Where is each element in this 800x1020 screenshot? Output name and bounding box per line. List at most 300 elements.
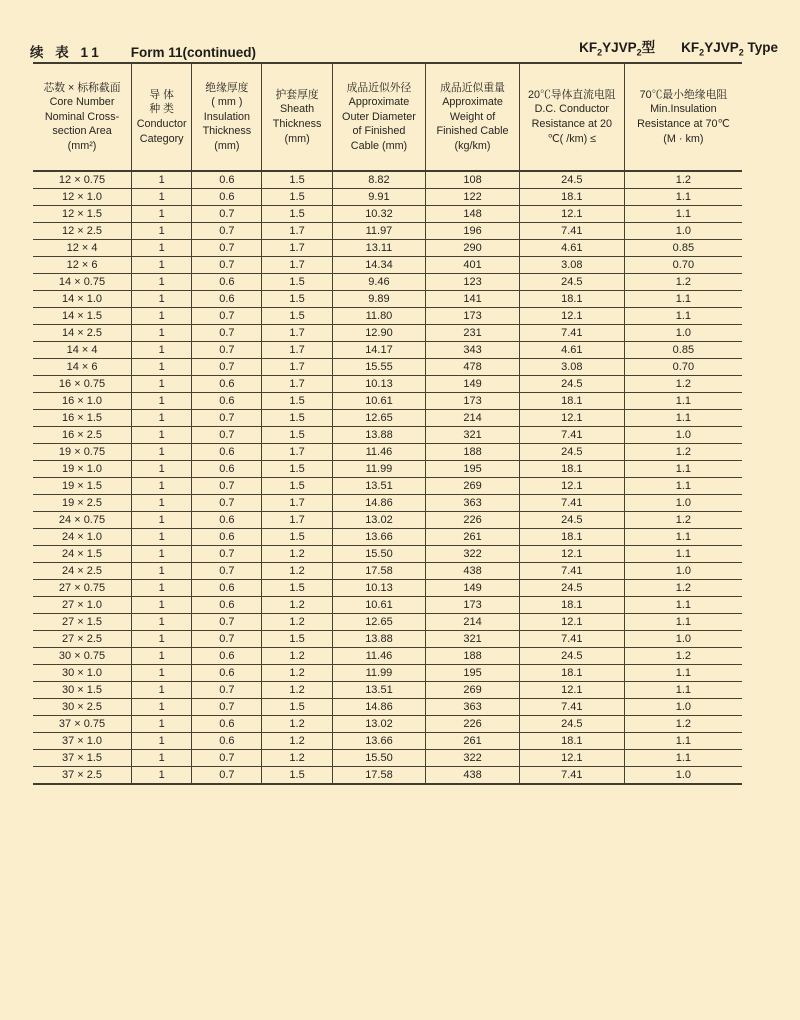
cell-core-number-cross-section: 37 × 0.75 — [33, 716, 132, 733]
cell-min-insulation-resistance: 1.1 — [624, 189, 742, 206]
cell-min-insulation-resistance: 1.1 — [624, 733, 742, 750]
cell-approx-outer-diameter: 15.55 — [332, 359, 426, 376]
cell-min-insulation-resistance: 0.70 — [624, 359, 742, 376]
table-row — [33, 325, 742, 342]
cell-insulation-thickness: 0.6 — [192, 512, 262, 529]
cell-min-insulation-resistance: 1.0 — [624, 223, 742, 240]
cell-conductor-category: 1 — [132, 308, 192, 325]
cell-conductor-category: 1 — [132, 461, 192, 478]
cell-core-number-cross-section: 14 × 2.5 — [33, 325, 132, 342]
cell-approx-outer-diameter: 11.99 — [332, 665, 426, 682]
cell-approx-outer-diameter: 15.50 — [332, 546, 426, 563]
cell-min-insulation-resistance: 1.1 — [624, 546, 742, 563]
cell-dc-conductor-resistance: 12.1 — [519, 750, 624, 767]
cell-approx-weight: 322 — [426, 750, 520, 767]
cell-conductor-category: 1 — [132, 342, 192, 359]
table-row — [33, 274, 742, 291]
cell-insulation-thickness: 0.7 — [192, 614, 262, 631]
cell-dc-conductor-resistance: 18.1 — [519, 597, 624, 614]
cell-insulation-thickness: 0.6 — [192, 274, 262, 291]
cell-approx-weight: 269 — [426, 682, 520, 699]
cell-dc-conductor-resistance: 12.1 — [519, 308, 624, 325]
cell-core-number-cross-section: 12 × 4 — [33, 240, 132, 257]
form-title-zh: 续 表 11 — [30, 45, 103, 60]
cell-min-insulation-resistance: 1.0 — [624, 495, 742, 512]
cable-type-zh: $KF_2YJVP_2$型 — [579, 40, 656, 58]
cell-approx-weight: 226 — [426, 716, 520, 733]
cell-approx-outer-diameter: 13.02 — [332, 716, 426, 733]
cable-spec-table — [33, 62, 742, 785]
cell-core-number-cross-section: 24 × 0.75 — [33, 512, 132, 529]
cell-core-number-cross-section: 12 × 0.75 — [33, 171, 132, 189]
table-row — [33, 648, 742, 665]
cell-approx-outer-diameter: 12.65 — [332, 410, 426, 427]
cell-min-insulation-resistance: 0.70 — [624, 257, 742, 274]
cell-sheath-thickness: 1.5 — [262, 767, 332, 785]
cell-sheath-thickness: 1.7 — [262, 495, 332, 512]
col-header-sheath-thickness: 护套厚度 Sheath Thickness (mm) — [262, 63, 332, 171]
cell-sheath-thickness: 1.5 — [262, 308, 332, 325]
cell-core-number-cross-section: 24 × 1.5 — [33, 546, 132, 563]
cell-core-number-cross-section: 14 × 6 — [33, 359, 132, 376]
cell-approx-weight: 195 — [426, 665, 520, 682]
cell-dc-conductor-resistance: 12.1 — [519, 206, 624, 223]
cell-sheath-thickness: 1.2 — [262, 716, 332, 733]
table-row — [33, 427, 742, 444]
cell-approx-weight: 173 — [426, 597, 520, 614]
cell-conductor-category: 1 — [132, 274, 192, 291]
table-row — [33, 376, 742, 393]
table-row — [33, 750, 742, 767]
cell-sheath-thickness: 1.5 — [262, 478, 332, 495]
table-row — [33, 240, 742, 257]
cell-dc-conductor-resistance: 7.41 — [519, 223, 624, 240]
cell-approx-outer-diameter: 10.61 — [332, 393, 426, 410]
cell-insulation-thickness: 0.6 — [192, 580, 262, 597]
cell-approx-weight: 322 — [426, 546, 520, 563]
table-row — [33, 393, 742, 410]
cell-insulation-thickness: 0.7 — [192, 223, 262, 240]
cell-dc-conductor-resistance: 7.41 — [519, 563, 624, 580]
cell-sheath-thickness: 1.7 — [262, 512, 332, 529]
cell-core-number-cross-section: 30 × 1.0 — [33, 665, 132, 682]
cell-insulation-thickness: 0.6 — [192, 393, 262, 410]
cell-approx-weight: 173 — [426, 393, 520, 410]
table-row — [33, 529, 742, 546]
cell-approx-outer-diameter: 14.34 — [332, 257, 426, 274]
cell-core-number-cross-section: 19 × 1.5 — [33, 478, 132, 495]
cell-core-number-cross-section: 30 × 1.5 — [33, 682, 132, 699]
cell-sheath-thickness: 1.5 — [262, 580, 332, 597]
cell-dc-conductor-resistance: 12.1 — [519, 410, 624, 427]
cell-conductor-category: 1 — [132, 427, 192, 444]
cell-approx-weight: 321 — [426, 631, 520, 648]
cell-approx-outer-diameter: 12.90 — [332, 325, 426, 342]
cell-dc-conductor-resistance: 24.5 — [519, 648, 624, 665]
cell-core-number-cross-section: 14 × 1.5 — [33, 308, 132, 325]
table-row — [33, 257, 742, 274]
cell-approx-outer-diameter: 17.58 — [332, 563, 426, 580]
cell-conductor-category: 1 — [132, 631, 192, 648]
cell-insulation-thickness: 0.6 — [192, 648, 262, 665]
col-header-insulation-thickness: 绝缘厚度 ( mm ) Insulation Thickness (mm) — [192, 63, 262, 171]
cell-approx-weight: 149 — [426, 376, 520, 393]
cell-sheath-thickness: 1.7 — [262, 359, 332, 376]
cell-insulation-thickness: 0.6 — [192, 461, 262, 478]
table-row — [33, 223, 742, 240]
cell-approx-weight: 261 — [426, 733, 520, 750]
cell-core-number-cross-section: 37 × 2.5 — [33, 767, 132, 785]
table-row — [33, 206, 742, 223]
cell-approx-weight: 196 — [426, 223, 520, 240]
cell-conductor-category: 1 — [132, 376, 192, 393]
cell-core-number-cross-section: 37 × 1.5 — [33, 750, 132, 767]
cell-min-insulation-resistance: 1.0 — [624, 427, 742, 444]
cell-min-insulation-resistance: 1.0 — [624, 631, 742, 648]
col-header-conductor-category: 导 体 种 类 Conductor Category — [132, 63, 192, 171]
cell-approx-weight: 149 — [426, 580, 520, 597]
cell-sheath-thickness: 1.2 — [262, 682, 332, 699]
cell-core-number-cross-section: 24 × 2.5 — [33, 563, 132, 580]
cell-dc-conductor-resistance: 7.41 — [519, 325, 624, 342]
cell-approx-outer-diameter: 11.99 — [332, 461, 426, 478]
table-body — [33, 171, 742, 784]
cell-dc-conductor-resistance: 24.5 — [519, 580, 624, 597]
cell-min-insulation-resistance: 1.2 — [624, 171, 742, 189]
cell-approx-outer-diameter: 13.88 — [332, 631, 426, 648]
cell-dc-conductor-resistance: 7.41 — [519, 699, 624, 716]
col-header-approx-outer-diameter: 成品近似外径 Approximate Outer Diameter of Finished Cable (mm) — [332, 63, 426, 171]
cell-dc-conductor-resistance: 7.41 — [519, 495, 624, 512]
cell-min-insulation-resistance: 0.85 — [624, 240, 742, 257]
table-row — [33, 461, 742, 478]
cell-approx-outer-diameter: 10.13 — [332, 580, 426, 597]
table-row — [33, 308, 742, 325]
cell-dc-conductor-resistance: 4.61 — [519, 240, 624, 257]
cell-core-number-cross-section: 24 × 1.0 — [33, 529, 132, 546]
cell-sheath-thickness: 1.5 — [262, 189, 332, 206]
cell-sheath-thickness: 1.7 — [262, 444, 332, 461]
cell-approx-weight: 438 — [426, 767, 520, 785]
cell-conductor-category: 1 — [132, 359, 192, 376]
cell-sheath-thickness: 1.2 — [262, 665, 332, 682]
cell-min-insulation-resistance: 1.1 — [624, 529, 742, 546]
cell-insulation-thickness: 0.7 — [192, 478, 262, 495]
cell-core-number-cross-section: 16 × 0.75 — [33, 376, 132, 393]
table-row — [33, 171, 742, 189]
cell-dc-conductor-resistance: 24.5 — [519, 512, 624, 529]
table-row — [33, 716, 742, 733]
cell-dc-conductor-resistance: 18.1 — [519, 733, 624, 750]
cell-approx-weight: 363 — [426, 699, 520, 716]
cell-conductor-category: 1 — [132, 393, 192, 410]
cell-sheath-thickness: 1.7 — [262, 325, 332, 342]
cell-approx-outer-diameter: 11.80 — [332, 308, 426, 325]
cell-approx-outer-diameter: 14.86 — [332, 699, 426, 716]
col-header-dc-conductor-resistance: 20℃导体直流电阻 D.C. Conductor Resistance at 20 ℃( /km) ≤ — [519, 63, 624, 171]
cell-insulation-thickness: 0.6 — [192, 171, 262, 189]
cell-insulation-thickness: 0.6 — [192, 529, 262, 546]
cell-insulation-thickness: 0.7 — [192, 308, 262, 325]
cell-conductor-category: 1 — [132, 546, 192, 563]
cell-sheath-thickness: 1.2 — [262, 597, 332, 614]
table-row — [33, 665, 742, 682]
cell-insulation-thickness: 0.6 — [192, 716, 262, 733]
cell-min-insulation-resistance: 1.1 — [624, 614, 742, 631]
cell-sheath-thickness: 1.2 — [262, 546, 332, 563]
cell-approx-weight: 195 — [426, 461, 520, 478]
cell-approx-outer-diameter: 11.46 — [332, 648, 426, 665]
cell-approx-weight: 148 — [426, 206, 520, 223]
table-row — [33, 546, 742, 563]
cell-sheath-thickness: 1.5 — [262, 206, 332, 223]
cell-approx-weight: 438 — [426, 563, 520, 580]
cell-min-insulation-resistance: 1.2 — [624, 648, 742, 665]
cell-min-insulation-resistance: 1.0 — [624, 325, 742, 342]
cell-approx-weight: 108 — [426, 171, 520, 189]
cell-core-number-cross-section: 27 × 1.0 — [33, 597, 132, 614]
cell-dc-conductor-resistance: 4.61 — [519, 342, 624, 359]
cell-approx-outer-diameter: 10.32 — [332, 206, 426, 223]
cell-conductor-category: 1 — [132, 563, 192, 580]
cell-insulation-thickness: 0.7 — [192, 342, 262, 359]
table-row — [33, 580, 742, 597]
cell-dc-conductor-resistance: 7.41 — [519, 631, 624, 648]
table-row — [33, 733, 742, 750]
cell-approx-outer-diameter: 13.02 — [332, 512, 426, 529]
cell-conductor-category: 1 — [132, 410, 192, 427]
cell-insulation-thickness: 0.7 — [192, 495, 262, 512]
cell-sheath-thickness: 1.5 — [262, 631, 332, 648]
form-title — [30, 41, 256, 61]
cell-min-insulation-resistance: 1.1 — [624, 461, 742, 478]
cell-insulation-thickness: 0.7 — [192, 563, 262, 580]
cell-conductor-category: 1 — [132, 648, 192, 665]
cell-dc-conductor-resistance: 12.1 — [519, 546, 624, 563]
cell-approx-outer-diameter: 13.88 — [332, 427, 426, 444]
cell-dc-conductor-resistance: 18.1 — [519, 461, 624, 478]
cell-core-number-cross-section: 16 × 2.5 — [33, 427, 132, 444]
cell-dc-conductor-resistance: 24.5 — [519, 716, 624, 733]
cell-approx-weight: 122 — [426, 189, 520, 206]
cell-min-insulation-resistance: 1.1 — [624, 206, 742, 223]
cell-sheath-thickness: 1.5 — [262, 427, 332, 444]
cell-approx-outer-diameter: 11.46 — [332, 444, 426, 461]
cell-approx-outer-diameter: 11.97 — [332, 223, 426, 240]
cell-conductor-category: 1 — [132, 699, 192, 716]
cell-dc-conductor-resistance: 18.1 — [519, 393, 624, 410]
cell-approx-outer-diameter: 9.91 — [332, 189, 426, 206]
cell-sheath-thickness: 1.5 — [262, 393, 332, 410]
cell-core-number-cross-section: 12 × 2.5 — [33, 223, 132, 240]
cell-insulation-thickness: 0.7 — [192, 410, 262, 427]
cell-min-insulation-resistance: 1.2 — [624, 512, 742, 529]
cell-conductor-category: 1 — [132, 257, 192, 274]
cell-approx-outer-diameter: 15.50 — [332, 750, 426, 767]
cell-core-number-cross-section: 14 × 4 — [33, 342, 132, 359]
cell-insulation-thickness: 0.7 — [192, 427, 262, 444]
cell-approx-outer-diameter: 10.61 — [332, 597, 426, 614]
table-row — [33, 410, 742, 427]
cell-core-number-cross-section: 19 × 0.75 — [33, 444, 132, 461]
cell-sheath-thickness: 1.2 — [262, 563, 332, 580]
cell-conductor-category: 1 — [132, 529, 192, 546]
cell-conductor-category: 1 — [132, 597, 192, 614]
cell-conductor-category: 1 — [132, 240, 192, 257]
cell-min-insulation-resistance: 1.2 — [624, 716, 742, 733]
table-row — [33, 631, 742, 648]
cell-core-number-cross-section: 30 × 0.75 — [33, 648, 132, 665]
cell-min-insulation-resistance: 0.85 — [624, 342, 742, 359]
cell-dc-conductor-resistance: 7.41 — [519, 767, 624, 785]
cell-approx-outer-diameter: 17.58 — [332, 767, 426, 785]
cell-sheath-thickness: 1.5 — [262, 171, 332, 189]
cell-conductor-category: 1 — [132, 291, 192, 308]
cell-conductor-category: 1 — [132, 206, 192, 223]
cell-min-insulation-resistance: 1.0 — [624, 699, 742, 716]
cell-core-number-cross-section: 12 × 6 — [33, 257, 132, 274]
cell-dc-conductor-resistance: 24.5 — [519, 376, 624, 393]
cell-min-insulation-resistance: 1.1 — [624, 665, 742, 682]
cell-core-number-cross-section: 37 × 1.0 — [33, 733, 132, 750]
table-row — [33, 512, 742, 529]
cell-approx-outer-diameter: 13.66 — [332, 733, 426, 750]
cell-core-number-cross-section: 27 × 0.75 — [33, 580, 132, 597]
cable-type-en: $KF_2YJVP_2$ Type — [681, 40, 778, 58]
table-row — [33, 444, 742, 461]
cell-insulation-thickness: 0.7 — [192, 699, 262, 716]
cell-core-number-cross-section: 27 × 2.5 — [33, 631, 132, 648]
cell-approx-weight: 214 — [426, 614, 520, 631]
cell-core-number-cross-section: 14 × 1.0 — [33, 291, 132, 308]
cell-approx-weight: 214 — [426, 410, 520, 427]
cell-conductor-category: 1 — [132, 716, 192, 733]
cell-core-number-cross-section: 16 × 1.0 — [33, 393, 132, 410]
cell-min-insulation-resistance: 1.1 — [624, 478, 742, 495]
table-row — [33, 291, 742, 308]
cell-insulation-thickness: 0.7 — [192, 631, 262, 648]
cell-core-number-cross-section: 12 × 1.5 — [33, 206, 132, 223]
cell-core-number-cross-section: 30 × 2.5 — [33, 699, 132, 716]
cell-insulation-thickness: 0.7 — [192, 240, 262, 257]
cell-approx-outer-diameter: 13.51 — [332, 682, 426, 699]
cell-approx-weight: 363 — [426, 495, 520, 512]
cell-approx-outer-diameter: 10.13 — [332, 376, 426, 393]
table-row — [33, 495, 742, 512]
cell-min-insulation-resistance: 1.0 — [624, 767, 742, 785]
cell-approx-outer-diameter: 9.89 — [332, 291, 426, 308]
table-row — [33, 597, 742, 614]
form-title-en: Form 11(continued) — [130, 45, 257, 60]
cell-conductor-category: 1 — [132, 750, 192, 767]
cell-min-insulation-resistance: 1.1 — [624, 682, 742, 699]
cell-core-number-cross-section: 19 × 1.0 — [33, 461, 132, 478]
cell-sheath-thickness: 1.5 — [262, 529, 332, 546]
cell-sheath-thickness: 1.5 — [262, 274, 332, 291]
cell-approx-weight: 478 — [426, 359, 520, 376]
cell-dc-conductor-resistance: 24.5 — [519, 444, 624, 461]
cell-insulation-thickness: 0.6 — [192, 444, 262, 461]
cell-min-insulation-resistance: 1.1 — [624, 291, 742, 308]
cell-conductor-category: 1 — [132, 665, 192, 682]
cell-dc-conductor-resistance: 18.1 — [519, 189, 624, 206]
cell-insulation-thickness: 0.7 — [192, 767, 262, 785]
cell-sheath-thickness: 1.2 — [262, 614, 332, 631]
cell-approx-weight: 321 — [426, 427, 520, 444]
cell-approx-outer-diameter: 13.11 — [332, 240, 426, 257]
cell-min-insulation-resistance: 1.2 — [624, 580, 742, 597]
cell-sheath-thickness: 1.7 — [262, 257, 332, 274]
cell-approx-weight: 188 — [426, 444, 520, 461]
cell-core-number-cross-section: 27 × 1.5 — [33, 614, 132, 631]
cell-sheath-thickness: 1.7 — [262, 376, 332, 393]
cell-conductor-category: 1 — [132, 682, 192, 699]
cell-min-insulation-resistance: 1.1 — [624, 410, 742, 427]
cell-approx-outer-diameter: 8.82 — [332, 171, 426, 189]
cell-approx-outer-diameter: 13.51 — [332, 478, 426, 495]
cell-approx-weight: 231 — [426, 325, 520, 342]
cell-approx-weight: 173 — [426, 308, 520, 325]
cell-sheath-thickness: 1.7 — [262, 342, 332, 359]
cell-conductor-category: 1 — [132, 733, 192, 750]
cell-dc-conductor-resistance: 3.08 — [519, 359, 624, 376]
cell-sheath-thickness: 1.5 — [262, 291, 332, 308]
cell-conductor-category: 1 — [132, 495, 192, 512]
cell-insulation-thickness: 0.6 — [192, 376, 262, 393]
cell-insulation-thickness: 0.7 — [192, 682, 262, 699]
cell-dc-conductor-resistance: 12.1 — [519, 682, 624, 699]
cell-approx-weight: 188 — [426, 648, 520, 665]
cell-min-insulation-resistance: 1.2 — [624, 376, 742, 393]
cell-sheath-thickness: 1.2 — [262, 733, 332, 750]
cell-min-insulation-resistance: 1.2 — [624, 444, 742, 461]
cell-approx-weight: 290 — [426, 240, 520, 257]
cell-dc-conductor-resistance: 7.41 — [519, 427, 624, 444]
cell-insulation-thickness: 0.6 — [192, 189, 262, 206]
cell-conductor-category: 1 — [132, 614, 192, 631]
cell-min-insulation-resistance: 1.1 — [624, 308, 742, 325]
cell-approx-weight: 141 — [426, 291, 520, 308]
cell-insulation-thickness: 0.7 — [192, 750, 262, 767]
cell-sheath-thickness: 1.5 — [262, 699, 332, 716]
cell-min-insulation-resistance: 1.2 — [624, 274, 742, 291]
cell-sheath-thickness: 1.2 — [262, 648, 332, 665]
cell-dc-conductor-resistance: 18.1 — [519, 665, 624, 682]
cell-min-insulation-resistance: 1.0 — [624, 563, 742, 580]
cell-approx-weight: 343 — [426, 342, 520, 359]
table-row — [33, 767, 742, 785]
cell-conductor-category: 1 — [132, 223, 192, 240]
cell-core-number-cross-section: 12 × 1.0 — [33, 189, 132, 206]
table-row — [33, 563, 742, 580]
cell-sheath-thickness: 1.7 — [262, 223, 332, 240]
table-row — [33, 614, 742, 631]
cell-approx-weight: 269 — [426, 478, 520, 495]
cell-dc-conductor-resistance: 24.5 — [519, 171, 624, 189]
cell-insulation-thickness: 0.6 — [192, 597, 262, 614]
cell-core-number-cross-section: 19 × 2.5 — [33, 495, 132, 512]
cell-approx-outer-diameter: 14.86 — [332, 495, 426, 512]
cell-conductor-category: 1 — [132, 512, 192, 529]
cell-min-insulation-resistance: 1.1 — [624, 750, 742, 767]
col-header-core-number-cross-section: 芯数 × 标称截面 Core Number Nominal Cross- section Area (mm²) — [33, 63, 132, 171]
cell-min-insulation-resistance: 1.1 — [624, 597, 742, 614]
cell-approx-weight: 123 — [426, 274, 520, 291]
cell-conductor-category: 1 — [132, 189, 192, 206]
cell-insulation-thickness: 0.6 — [192, 733, 262, 750]
cell-conductor-category: 1 — [132, 325, 192, 342]
cell-approx-outer-diameter: 9.46 — [332, 274, 426, 291]
